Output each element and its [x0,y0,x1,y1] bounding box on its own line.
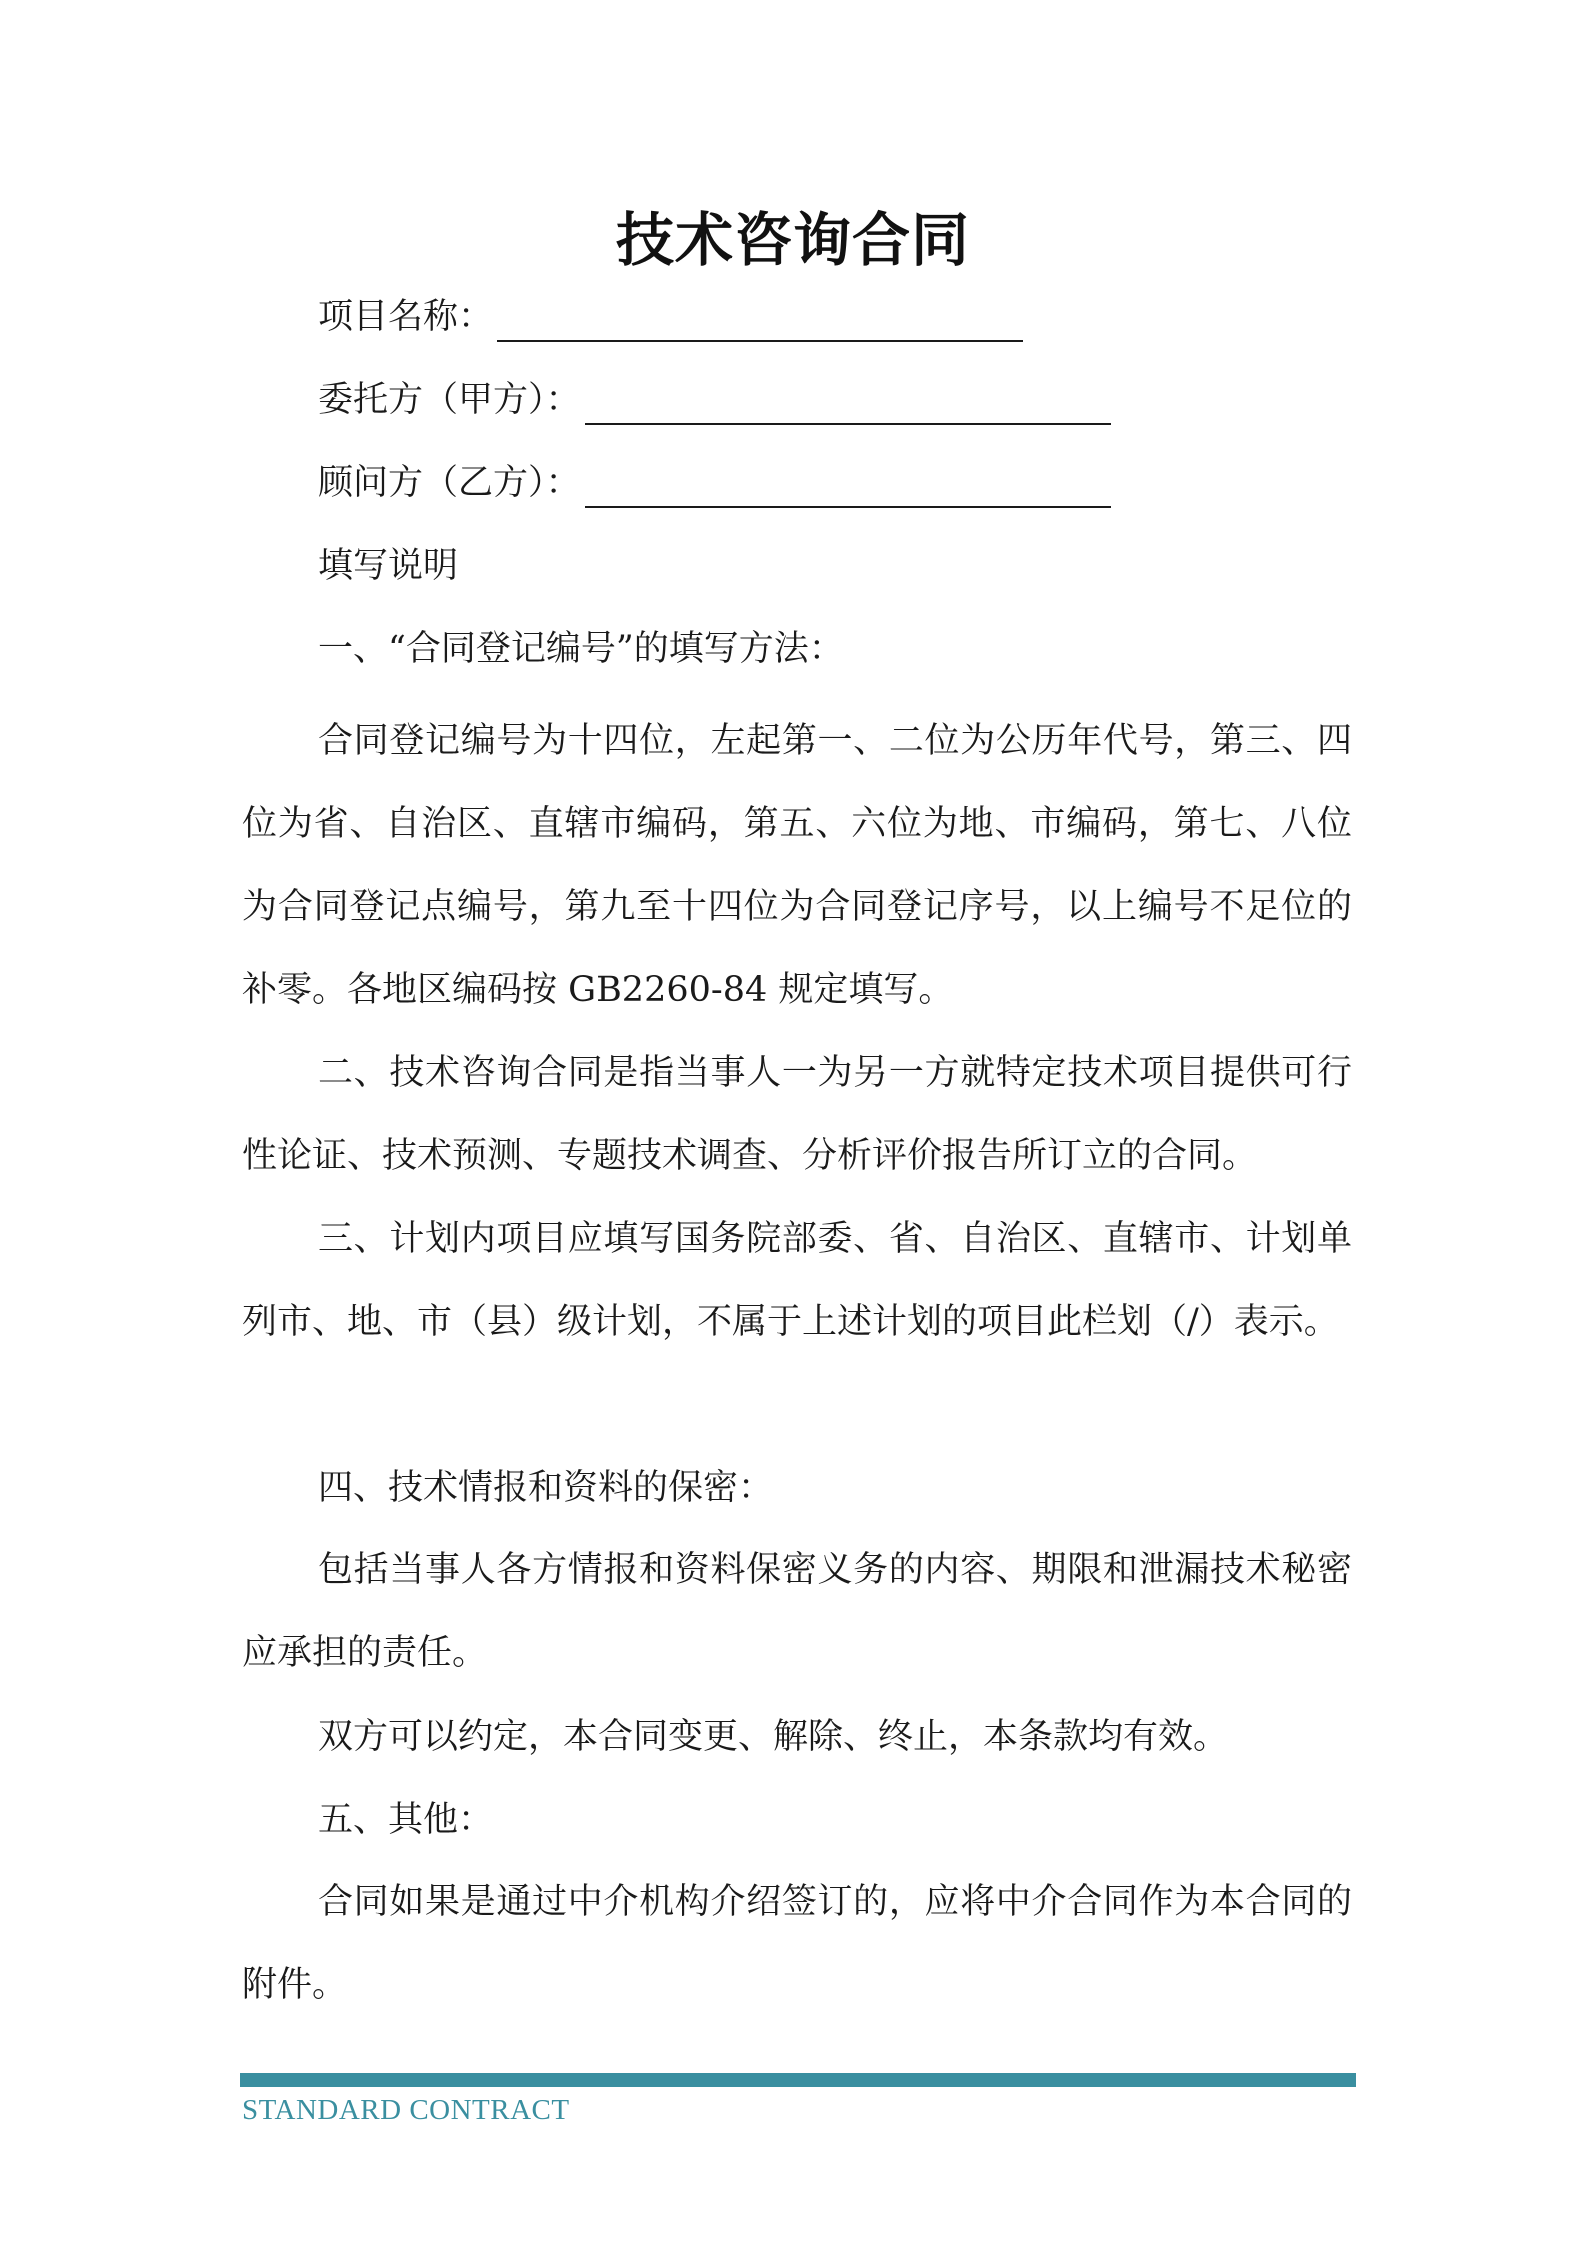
project-name-blank[interactable] [497,304,1023,342]
footer-divider [240,2073,1356,2087]
instructions-heading: 填写说明 [318,546,459,586]
project-name-label: 项目名称： [318,297,494,337]
client-label: 委托方（甲方）： [318,380,581,420]
section-1-body: 合同登记编号为十四位，左起第一、二位为公历年代号，第三、四位为省、自治区、直辖市编码，第五、六位为地、市编码，第七、八位为合同登记点编号，第九至十四位为合同登记序号，以上编号不足位的补零。各地区编码按 GB2260-84 规定填写。 [242,721,1352,1010]
section-1-heading: 一、“合同登记编号”的填写方法： [318,629,844,669]
consultant-label: 顾问方（乙方）： [318,463,581,503]
section-5-body: 合同如果是通过中介机构介绍签订的，应将中介合同作为本合同的附件。 [242,1882,1352,2005]
document-title: 技术咨询合同 [615,206,970,274]
client-field [318,375,1111,425]
consultant-field [318,458,1111,508]
section-2-paragraph: 二、技术咨询合同是指当事人一为另一方就特定技术项目提供可行性论证、技术预测、专题技术调查、分析评价报告所订立的合同。 [242,1053,1352,1176]
section-4-note: 双方可以约定，本合同变更、解除、终止，本条款均有效。 [318,1717,1229,1757]
section-5-heading: 五、其他： [318,1800,494,1840]
section-3-paragraph: 三、计划内项目应填写国务院部委、省、自治区、直辖市、计划单列市、地、市（县）级计划，不属于上述计划的项目此栏划（/）表示。 [242,1219,1352,1342]
section-4-heading: 四、技术情报和资料的保密： [318,1468,774,1508]
section-4-body: 包括当事人各方情报和资料保密义务的内容、期限和泄漏技术秘密应承担的责任。 [242,1550,1352,1673]
client-blank[interactable] [585,387,1111,425]
footer-label: STANDARD CONTRACT [242,2094,570,2126]
project-name-field [318,292,1023,342]
consultant-blank[interactable] [585,470,1111,508]
